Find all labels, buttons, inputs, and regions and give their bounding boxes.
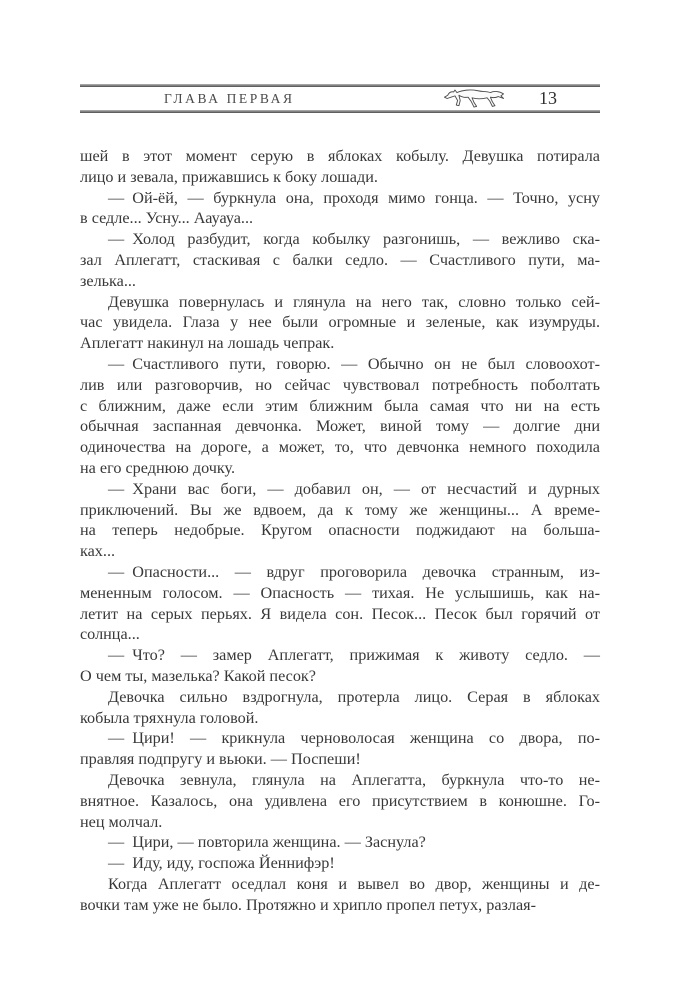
body-line: Когда Аплегатт оседлал коня и вывел во двор, женщины и де-: [108, 874, 600, 893]
body-line: О чем ты, мазелька? Какой песок?: [80, 666, 316, 685]
body-line: с ближним, даже если этим ближним была самая что ни на есть: [80, 396, 600, 415]
body-line: вочки там уже не было. Протяжно и хрипло пропел петух, разлая-: [80, 895, 537, 914]
body-line: Аплегатт накинул на лошадь чепрак.: [80, 334, 335, 353]
body-line: — Цири! — крикнула черноволосая женщина со двора, по-: [108, 729, 600, 748]
body-line: час увидела. Глаза у нее были огромные и зеленые, как изумруды.: [80, 313, 600, 332]
body-line: кобыла тряхнула головой.: [80, 708, 259, 727]
body-line: мененным голосом. — Опасность — тихая. Не услышишь, как на-: [80, 583, 600, 602]
body-line: летит на серых перьях. Я видела сон. Песок... Песок был горячий от: [80, 604, 600, 623]
body-line: в седле... Усну... Аауауа...: [80, 209, 254, 228]
body-line: на его среднюю дочку.: [80, 458, 236, 477]
body-line: — Счастливого пути, говорю. — Обычно он не был словоохот-: [108, 354, 600, 373]
body-line: Девушка повернулась и глянула на него так, словно только сей-: [108, 292, 600, 311]
body-line: лив или разговорчив, но сейчас чувствовал потребность поболтать: [80, 375, 600, 394]
body-line: одиночества на дороге, а может, то, что девчонка немного походила: [80, 438, 600, 457]
body-line: зелька...: [80, 271, 136, 290]
body-line: ках...: [80, 542, 116, 561]
header-row: [80, 87, 600, 110]
page-number: 13: [539, 88, 557, 108]
body-line: на теперь недобрые. Кругом опасности поджидают на больша-: [80, 521, 600, 540]
body-line: шей в этот момент серую в яблоках кобылу. Девушка потирала: [80, 147, 600, 165]
body-text: [80, 146, 600, 915]
running-head: [80, 84, 600, 113]
header-rule-bottom: [80, 110, 600, 113]
body-line: — Что? — замер Аплегатт, прижимая к животу седло. —: [108, 646, 600, 665]
body-line: правляя подпругу и вьюки. — Поспеши!: [80, 750, 361, 769]
body-line: — Храни вас боги, — добавил он, — от несчастий и дурных: [108, 479, 600, 498]
body-line: обычная заспанная девчонка. Может, виной тому — долгие дни: [80, 417, 600, 436]
body-line: — Опасности... — вдруг проговорила девочка странным, из-: [108, 562, 600, 581]
body-line: Девочка сильно вздрогнула, протерла лицо. Серая в яблоках: [108, 687, 600, 706]
body-line: — Иду, иду, госпожа Йеннифэр!: [108, 854, 335, 873]
body-line: приключений. Вы же вдвоем, да к тому же женщины... А време-: [80, 500, 600, 519]
body-line: внятное. Казалось, она удивлена его присутствием в конюшне. Го-: [80, 791, 600, 810]
body-line: зал Аплегатт, стаскивая с балки седло. — Счастливого пути, ма-: [80, 250, 600, 269]
body-line: — Холод разбудит, когда кобылку разгонишь, — вежливо ска-: [108, 230, 600, 249]
body-line: Девочка зевнула, глянула на Аплегатта, буркнула что-то не-: [108, 770, 600, 789]
body-line: солнца...: [80, 625, 140, 644]
wolf-ornament-icon: [442, 88, 506, 109]
body-line: лицо и зевала, прижавшись к боку лошади.: [80, 167, 378, 186]
body-line: — Ой-ёй, — буркнула она, проходя мимо гонца. — Точно, усну: [108, 188, 600, 207]
body-line: — Цири, — повторила женщина. — Заснула?: [108, 833, 426, 852]
chapter-title: ГЛАВА ПЕРВАЯ: [164, 90, 295, 106]
body-line: нец молчал.: [80, 812, 163, 831]
